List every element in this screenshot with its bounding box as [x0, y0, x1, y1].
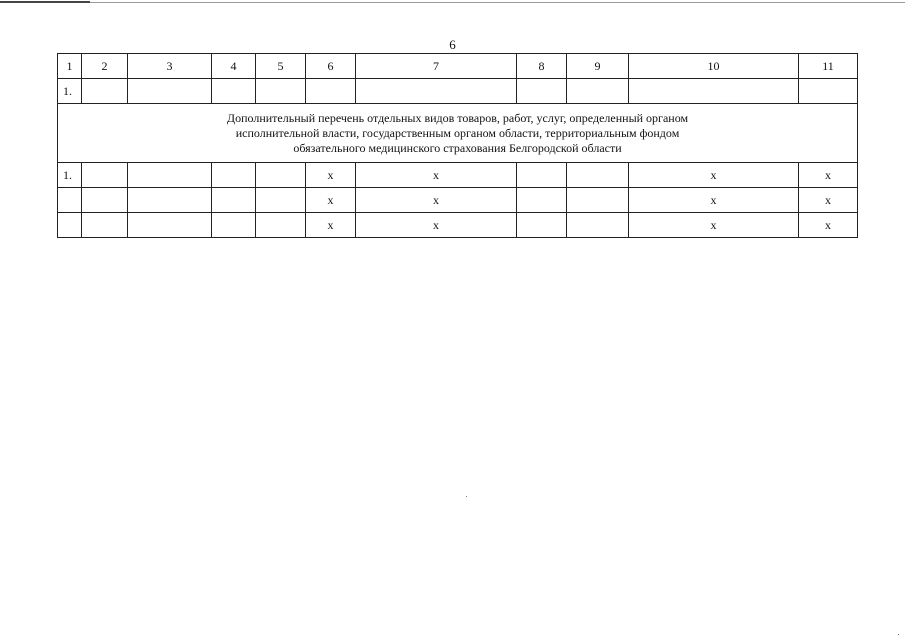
header-cell: 6 [306, 54, 356, 79]
header-cell: 10 [629, 54, 799, 79]
header-cell: 4 [212, 54, 256, 79]
table-cell [128, 79, 212, 104]
section-title-line: Дополнительный перечень отдельных видов товаров, работ, услуг, определенный органом [226, 110, 689, 125]
table-cell [256, 213, 306, 238]
table-cell: x [356, 213, 517, 238]
table-row [58, 79, 858, 104]
table-cell: x [629, 213, 799, 238]
table-cell [256, 188, 306, 213]
table-cell: x [356, 188, 517, 213]
table-cell [567, 188, 629, 213]
table-cell [629, 79, 799, 104]
table-cell [567, 213, 629, 238]
header-cell: 5 [256, 54, 306, 79]
table-cell [517, 163, 567, 188]
table-cell [82, 163, 128, 188]
table-header-row [58, 54, 858, 79]
table-cell: x [629, 163, 799, 188]
table-row [58, 163, 858, 188]
table-cell [256, 79, 306, 104]
table-cell: x [799, 163, 858, 188]
table-cell [517, 79, 567, 104]
table-cell: 1. [58, 163, 82, 188]
table-cell: x [306, 188, 356, 213]
table-cell [356, 79, 517, 104]
table-cell [212, 213, 256, 238]
table-cell [567, 163, 629, 188]
scan-speck [466, 496, 467, 497]
table-cell [128, 188, 212, 213]
header-cell: 2 [82, 54, 128, 79]
table-cell [567, 79, 629, 104]
section-title-line: обязательного медицинского страхования Белгородской области [293, 140, 622, 155]
table-cell: x [306, 163, 356, 188]
top-rule [0, 2, 905, 3]
document-table [57, 53, 858, 238]
table-cell [58, 213, 82, 238]
header-cell: 11 [799, 54, 858, 79]
table-cell [212, 188, 256, 213]
table-cell [517, 213, 567, 238]
table-cell [306, 79, 356, 104]
table-cell [82, 213, 128, 238]
table-cell: x [799, 213, 858, 238]
section-title-row [58, 104, 858, 163]
page-number: 6 [449, 37, 456, 52]
table-cell [128, 213, 212, 238]
table-cell [82, 188, 128, 213]
header-cell: 8 [517, 54, 567, 79]
table-cell: x [306, 213, 356, 238]
section-title [58, 104, 858, 163]
header-cell: 3 [128, 54, 212, 79]
table-row [58, 188, 858, 213]
table-cell [128, 163, 212, 188]
table-cell [256, 163, 306, 188]
table-cell [799, 79, 858, 104]
table-cell [82, 79, 128, 104]
header-cell: 9 [567, 54, 629, 79]
scan-speck [898, 634, 899, 635]
section-title-line: исполнительной власти, государственным органом области, территориальным фондом [235, 125, 680, 140]
top-rule-mark [0, 1, 90, 3]
table-cell [212, 163, 256, 188]
table-cell: x [629, 188, 799, 213]
header-cell: 7 [356, 54, 517, 79]
table-row [58, 213, 858, 238]
table-cell: x [799, 188, 858, 213]
table-cell: x [356, 163, 517, 188]
header-cell: 1 [58, 54, 82, 79]
table-cell: 1. [58, 79, 82, 104]
table-cell [58, 188, 82, 213]
table-cell [212, 79, 256, 104]
table-cell [517, 188, 567, 213]
